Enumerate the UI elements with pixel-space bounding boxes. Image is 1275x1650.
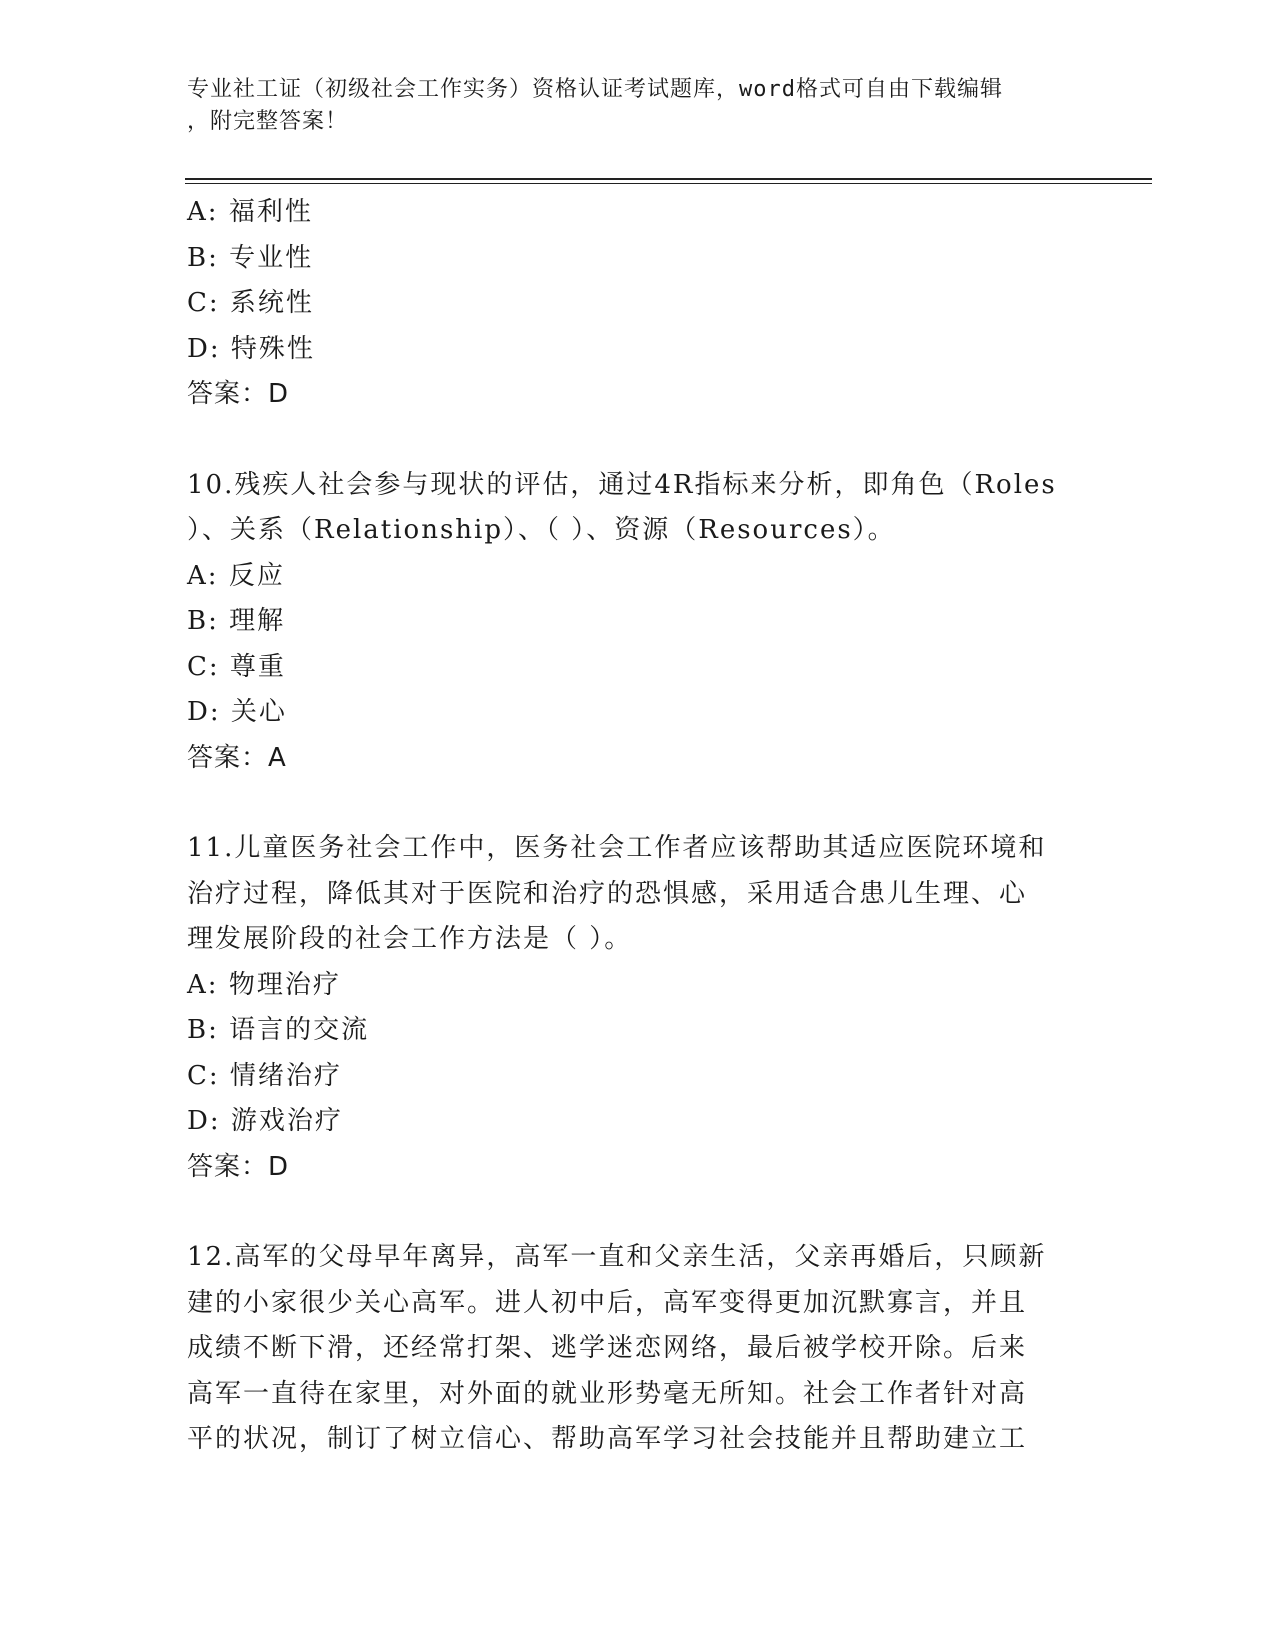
question-stem-line: 10.残疾人社会参与现状的评估，通过4R指标来分析，即角色（Roles bbox=[187, 469, 1057, 500]
option-text: 特殊性 bbox=[230, 333, 315, 364]
question-content bbox=[187, 190, 1087, 1463]
option-label: B: bbox=[187, 606, 219, 636]
option-c bbox=[187, 281, 1087, 327]
option-label: D: bbox=[187, 333, 221, 364]
question-stem-line: 建的小家很少关心高军。进人初中后，高军变得更加沉默寡言，并且 bbox=[187, 1287, 1028, 1318]
option-text: 关心 bbox=[230, 697, 287, 727]
option-label: B: bbox=[187, 1015, 219, 1045]
option-label: C: bbox=[187, 1060, 220, 1091]
question-stem-line: 平的状况，制订了树立信心、帮助高军学习社会技能并且帮助建立工 bbox=[187, 1424, 1028, 1454]
option-label: C: bbox=[187, 288, 220, 318]
option-c bbox=[187, 1054, 1087, 1100]
question-9-tail bbox=[187, 190, 1087, 418]
option-d bbox=[187, 327, 1087, 373]
option-c bbox=[187, 645, 1087, 691]
option-a bbox=[187, 963, 1087, 1009]
option-text: 语言的交流 bbox=[229, 1015, 370, 1045]
option-text: 情绪治疗 bbox=[229, 1060, 342, 1091]
question-stem-line: 11.儿童医务社会工作中，医务社会工作者应该帮助其适应医院环境和 bbox=[187, 833, 1047, 863]
option-label: A: bbox=[187, 560, 219, 591]
answer-line: 答案：D bbox=[187, 1151, 290, 1182]
question-stem-line: 理发展阶段的社会工作方法是（ ）。 bbox=[187, 924, 633, 954]
option-text: 尊重 bbox=[229, 651, 286, 682]
option-text: 理解 bbox=[229, 606, 286, 636]
option-text: 游戏治疗 bbox=[230, 1106, 343, 1136]
option-b bbox=[187, 599, 1087, 645]
option-b bbox=[187, 236, 1087, 282]
options-list bbox=[187, 190, 1087, 372]
question-stem-line: 成绩不断下滑，还经常打架、逃学迷恋网络，最后被学校开除。后来 bbox=[187, 1333, 1028, 1363]
option-label: D: bbox=[187, 1106, 221, 1136]
option-d bbox=[187, 1099, 1087, 1145]
spacer bbox=[187, 1190, 1087, 1235]
option-a bbox=[187, 190, 1087, 236]
option-text: 物理治疗 bbox=[228, 969, 341, 1000]
question-stem-line: 高军一直待在家里，对外面的就业形势毫无所知。社会工作者针对高 bbox=[187, 1378, 1028, 1409]
option-text: 福利性 bbox=[228, 197, 313, 227]
option-text: 专业性 bbox=[229, 242, 314, 273]
header-rule-thin bbox=[185, 183, 1152, 184]
option-label: A: bbox=[187, 969, 219, 1000]
spacer bbox=[187, 781, 1087, 826]
header-rule-thick bbox=[185, 178, 1152, 180]
option-b bbox=[187, 1008, 1087, 1054]
option-a bbox=[187, 554, 1087, 600]
answer-line: 答案：D bbox=[187, 379, 290, 409]
question-stem-line: ）、关系（Relationship）、（ ）、资源（Resources）。 bbox=[187, 515, 896, 545]
answer-line: 答案：A bbox=[187, 742, 287, 773]
header-line-2: ，附完整答案！ bbox=[187, 109, 349, 134]
question-stem-line: 治疗过程，降低其对于医院和治疗的恐惧感，采用适合患儿生理、心 bbox=[187, 878, 1028, 909]
question-10 bbox=[187, 463, 1087, 782]
option-label: B: bbox=[187, 242, 219, 273]
option-text: 系统性 bbox=[229, 288, 314, 318]
option-label: C: bbox=[187, 651, 220, 682]
option-label: A: bbox=[187, 197, 219, 227]
option-label: D: bbox=[187, 697, 221, 727]
question-11 bbox=[187, 826, 1087, 1190]
header-line-1: 专业社工证（初级社会工作实务）资格认证考试题库，word格式可自由下载编辑 bbox=[187, 77, 1003, 102]
question-stem-line: 12.高军的父母早年离异，高军一直和父亲生活，父亲再婚后，只顾新 bbox=[187, 1242, 1047, 1272]
option-text: 反应 bbox=[228, 560, 285, 591]
spacer bbox=[187, 418, 1087, 463]
question-12 bbox=[187, 1235, 1087, 1463]
option-d bbox=[187, 690, 1087, 736]
document-header bbox=[187, 74, 1067, 138]
